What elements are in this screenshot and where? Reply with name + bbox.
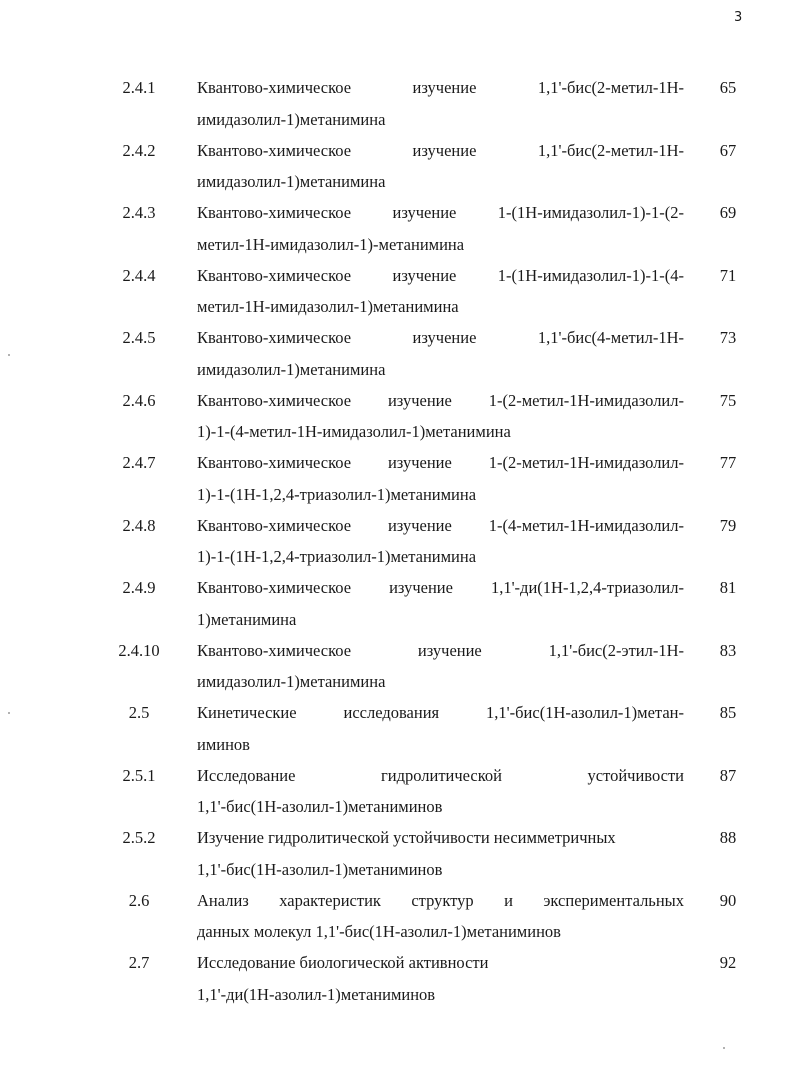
scan-speck: [8, 354, 10, 356]
toc-entry: [0, 262, 795, 325]
section-page: 92: [719, 953, 737, 972]
section-title: [197, 637, 684, 700]
section-title-line-1: Квантово-химическое изучение 1-(1H-имидазолил-1)-1-(2-: [197, 203, 684, 222]
toc-entry: [0, 637, 795, 700]
toc-entry: [0, 824, 795, 887]
section-title-line-2: 1)-1-(1H-1,2,4-триазолил-1)метанимина: [197, 547, 477, 566]
section-title-line-1: Квантово-химическое изучение 1,1'-бис(2-этил-1H-: [197, 640, 684, 660]
section-title: [197, 449, 684, 512]
section-page: 67: [719, 140, 737, 160]
section-page: 71: [719, 265, 737, 285]
section-page: 73: [719, 328, 737, 347]
toc-entry: [0, 199, 795, 262]
section-page: 75: [719, 390, 737, 410]
toc-entry: [0, 512, 795, 575]
section-title-line-1: Исследование биологической активности: [197, 953, 489, 972]
section-number: 2.5.1: [122, 765, 156, 785]
toc-entry: [0, 74, 795, 137]
section-title-line-1: Квантово-химическое изучение 1,1'-бис(2-метил-1H-: [197, 78, 684, 97]
section-title-line-2: 1)метанимина: [197, 609, 297, 629]
section-number: 2.4.2: [122, 140, 156, 160]
section-page: 85: [719, 703, 737, 722]
section-title: [197, 262, 684, 325]
section-number: 2.5.2: [122, 828, 156, 847]
section-number: 2.4.7: [122, 453, 156, 472]
section-number: 2.6: [128, 890, 150, 910]
section-page: 79: [719, 515, 737, 535]
section-title-line-2: 1,1'-ди(1H-азолил-1)метаниминов: [197, 984, 436, 1004]
section-title-line-1: Квантово-химическое изучение 1-(1H-имидазолил-1)-1-(4-: [197, 265, 684, 285]
section-title: [197, 824, 684, 887]
section-title-line-1: Анализ характеристик структур и экспериментальных: [197, 890, 684, 910]
section-title-line-1: Кинетические исследования 1,1'-бис(1H-азолил-1)метан-: [197, 703, 684, 722]
section-page: 88: [719, 828, 737, 847]
section-number: 2.4.10: [118, 640, 160, 660]
section-title-line-2: метил-1H-имидазолил-1)-метанимина: [197, 234, 465, 254]
section-title-line-1: Квантово-химическое изучение 1,1'-бис(4-метил-1H-: [197, 328, 684, 347]
scan-speck: [723, 1047, 725, 1049]
section-number: 2.4.5: [122, 328, 156, 347]
section-title-line-2: метил-1H-имидазолил-1)метанимина: [197, 297, 459, 316]
section-title-line-2: 1,1'-бис(1H-азолил-1)метаниминов: [197, 859, 443, 879]
toc-entry: [0, 574, 795, 637]
section-title-line-2: данных молекул 1,1'-бис(1H-азолил-1)метаниминов: [197, 922, 561, 941]
section-number: 2.7: [128, 953, 150, 972]
section-page: 87: [719, 765, 737, 785]
section-title-line-1: Квантово-химическое изучение 1-(2-метил-1H-имидазолил-: [197, 390, 684, 410]
section-page: 81: [719, 578, 737, 597]
scan-speck: [8, 712, 10, 714]
section-title: [197, 887, 684, 950]
section-page: 83: [719, 640, 737, 660]
section-number: 2.4.8: [122, 515, 156, 535]
section-title: [197, 387, 684, 450]
section-title: [197, 949, 684, 1012]
toc-entry: [0, 387, 795, 450]
section-number: 2.5: [128, 703, 150, 722]
section-title: [197, 137, 684, 200]
section-title: [197, 699, 684, 762]
section-title-line-2: имидазолил-1)метанимина: [197, 359, 386, 379]
section-title-line-2: 1,1'-бис(1H-азолил-1)метаниминов: [197, 797, 443, 816]
section-title-line-2: 1)-1-(4-метил-1H-имидазолил-1)метанимина: [197, 422, 511, 441]
section-title: [197, 324, 684, 387]
section-title-line-2: имидазолил-1)метанимина: [197, 172, 386, 191]
section-title-line-1: Квантово-химическое изучение 1-(4-метил-1H-имидазолил-: [197, 515, 684, 535]
section-title-line-1: Квантово-химическое изучение 1-(2-метил-1H-имидазолил-: [197, 453, 684, 472]
section-title: [197, 512, 684, 575]
section-number: 2.4.9: [122, 578, 156, 597]
section-title-line-1: Квантово-химическое изучение 1,1'-ди(1H-1,2,4-триазолил-: [197, 578, 684, 597]
page-number: 3: [734, 10, 743, 25]
section-title-line-1: Квантово-химическое изучение 1,1'-бис(2-метил-1H-: [197, 140, 684, 160]
toc-entry: [0, 137, 795, 200]
section-page: 65: [719, 78, 737, 97]
section-number: 2.4.3: [122, 203, 156, 222]
section-page: 69: [719, 203, 737, 222]
toc-entry: [0, 887, 795, 950]
section-title: [197, 74, 684, 137]
table-of-contents: [0, 74, 795, 1012]
section-title-line-2: имидазолил-1)метанимина: [197, 672, 386, 691]
section-number: 2.4.4: [122, 265, 156, 285]
toc-entry: [0, 762, 795, 825]
toc-entry: [0, 449, 795, 512]
section-title: [197, 199, 684, 262]
section-title-line-2: имидазолил-1)метанимина: [197, 109, 386, 129]
section-title-line-1: Исследование гидролитической устойчивости: [197, 765, 684, 785]
toc-entry: [0, 324, 795, 387]
section-title-line-1: Изучение гидролитической устойчивости несимметричных: [197, 828, 616, 847]
section-title-line-2: иминов: [197, 734, 250, 754]
section-title-line-2: 1)-1-(1H-1,2,4-триазолил-1)метанимина: [197, 484, 477, 504]
toc-entry: [0, 699, 795, 762]
section-number: 2.4.1: [122, 78, 156, 97]
section-title: [197, 574, 684, 637]
section-title: [197, 762, 684, 825]
section-number: 2.4.6: [122, 390, 156, 410]
toc-entry: [0, 949, 795, 1012]
section-page: 77: [719, 453, 737, 472]
section-page: 90: [719, 890, 737, 910]
